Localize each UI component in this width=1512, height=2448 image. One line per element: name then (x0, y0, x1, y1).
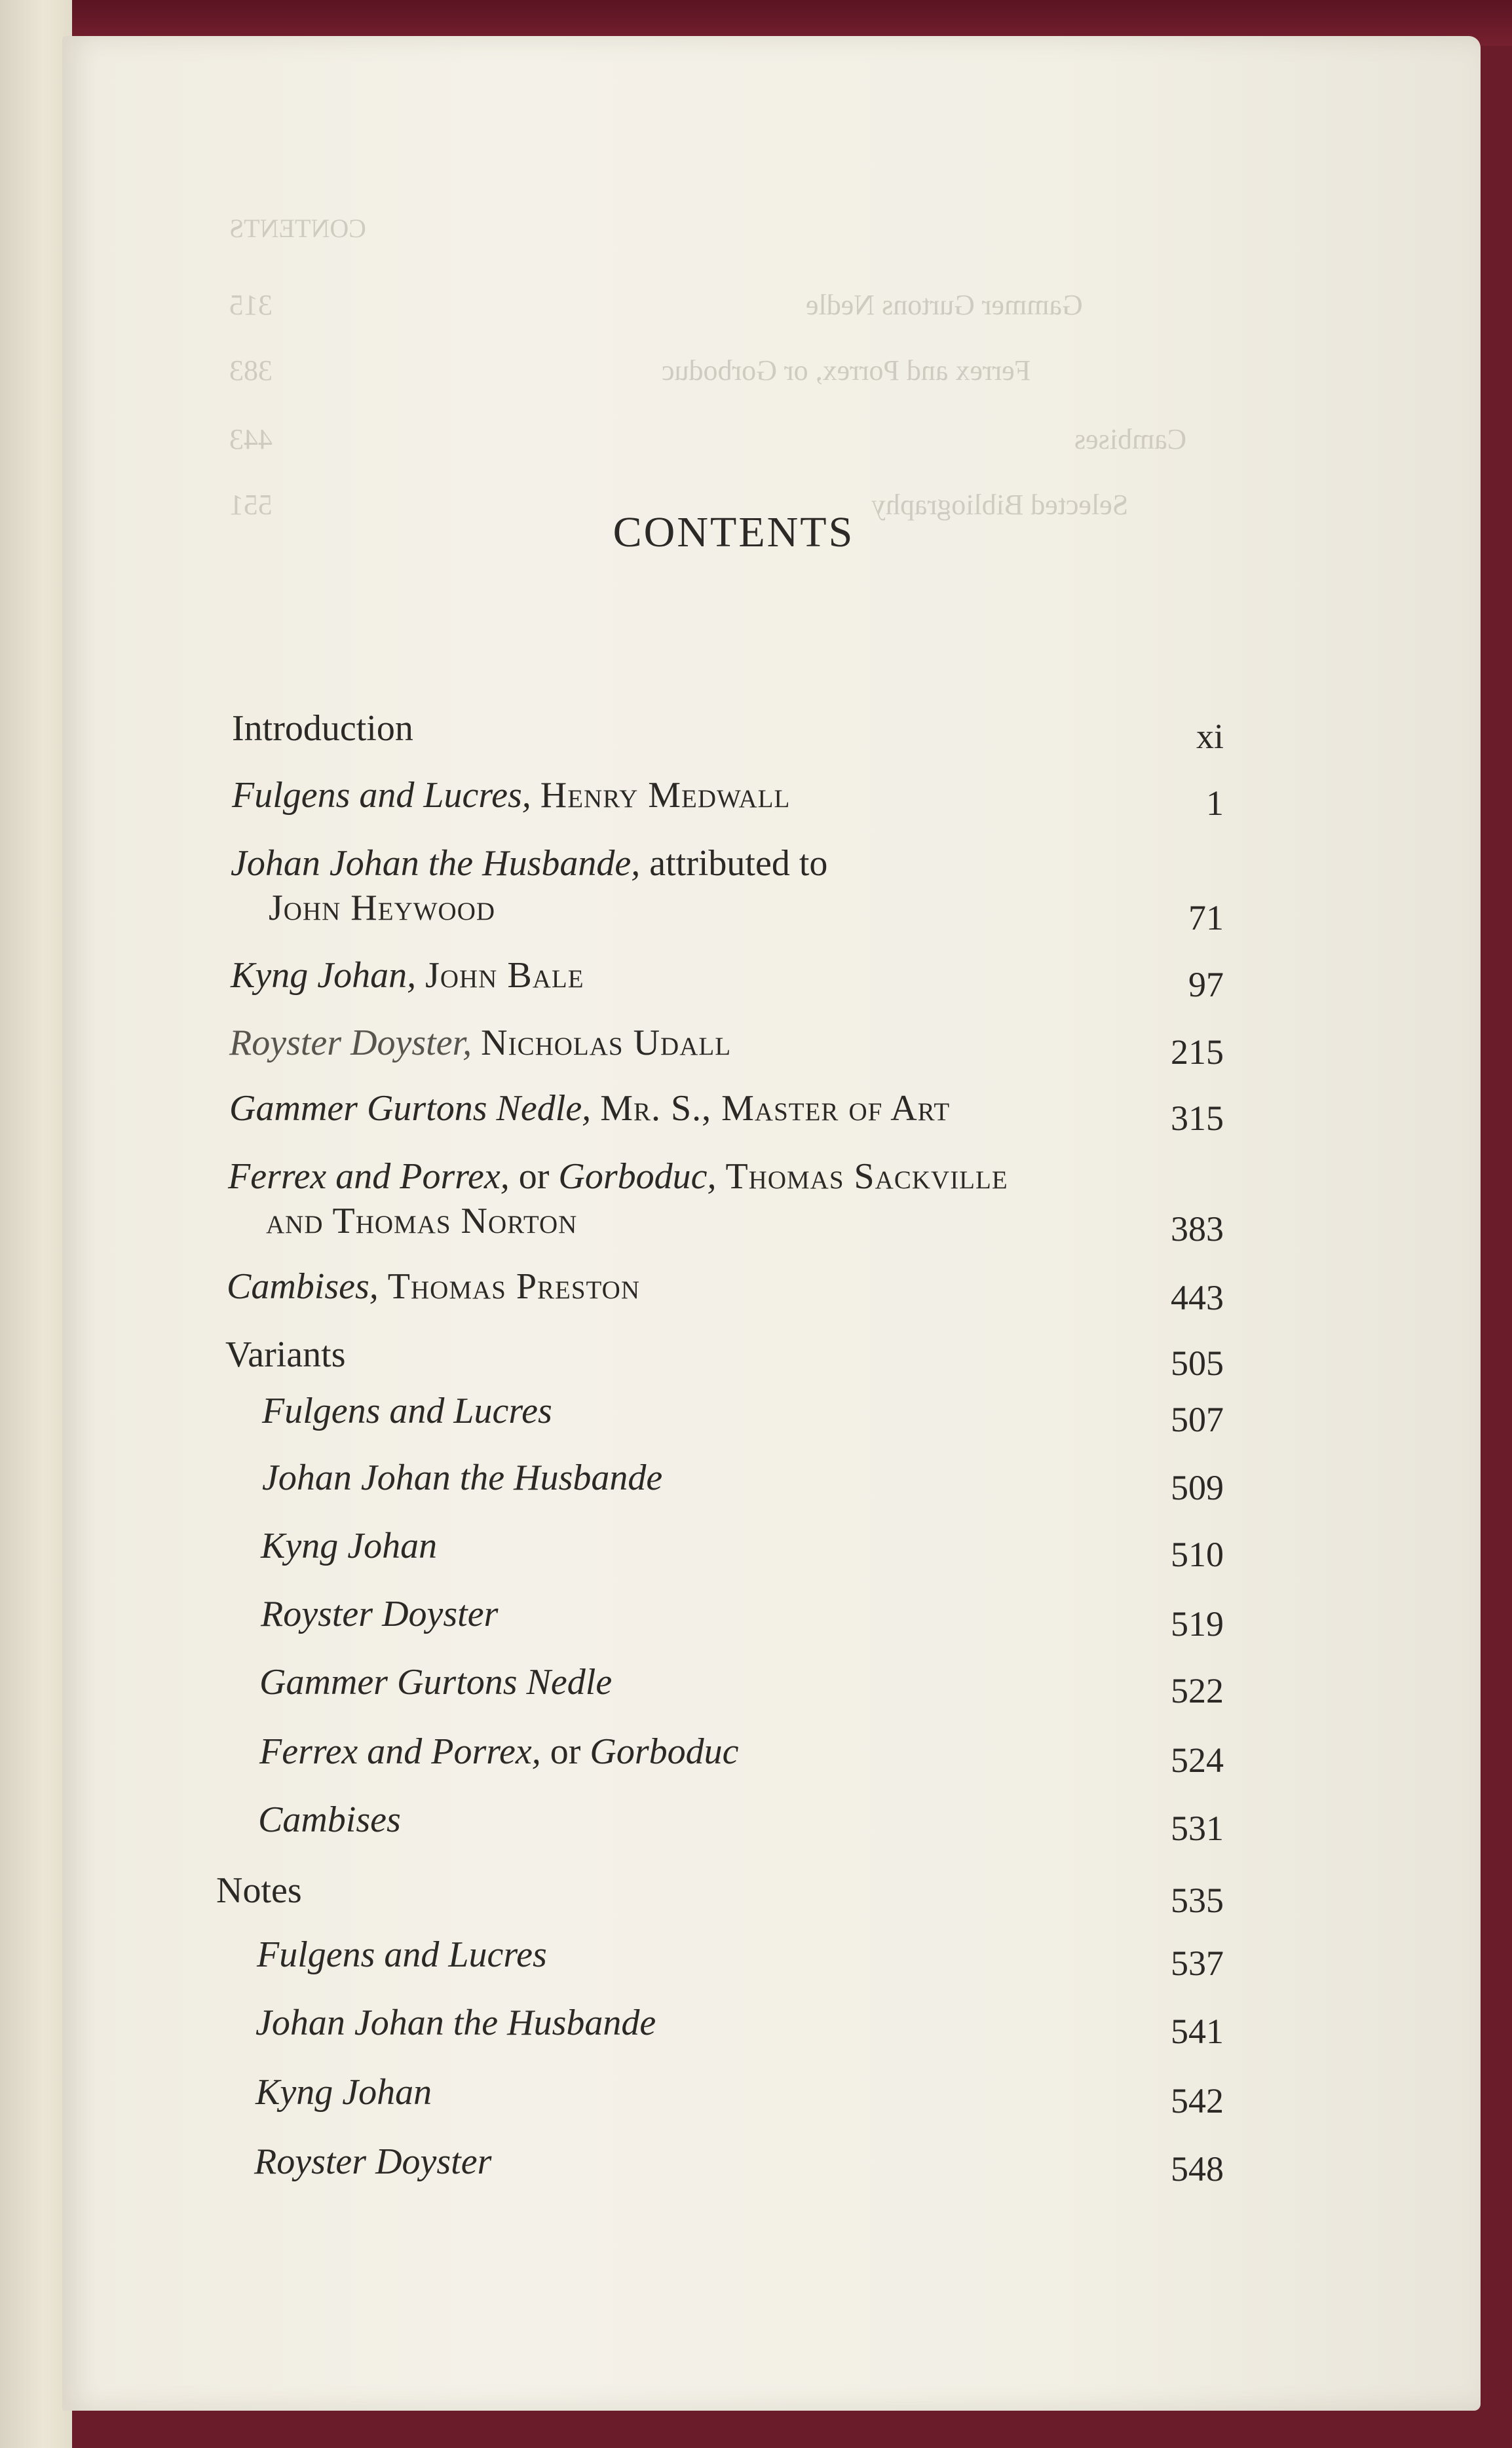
entry-title: Gammer Gurtons Nedle, (229, 1088, 592, 1129)
toc-entry-introduction (232, 706, 413, 751)
section-page: 535 (1171, 1881, 1224, 1920)
item-page: 507 (1171, 1400, 1224, 1439)
notes-item (255, 2070, 432, 2115)
entry-title: Ferrex and Porrex, (228, 1156, 510, 1197)
section-label: Variants (225, 1334, 346, 1375)
toc-entry-gammer-gurtons (229, 1086, 950, 1131)
item-page: 519 (1171, 1604, 1224, 1644)
item-title: Ferrex and Porrex, (259, 1731, 541, 1772)
entry-conjunction: or (518, 1156, 550, 1197)
toc-entry-johan-johan (231, 841, 827, 886)
entry-page: xi (1196, 717, 1224, 756)
entry-page: 215 (1171, 1032, 1224, 1072)
item-page: 522 (1171, 1671, 1224, 1710)
show-through-line: Ferrex and Porrex, or Gorboduc (662, 354, 1031, 386)
contents-title: CONTENTS (613, 508, 855, 556)
entry-title: Royster Doyster, (229, 1023, 472, 1063)
entry-author: Nicholas Udall (481, 1023, 732, 1063)
toc-section-notes (216, 1868, 302, 1913)
notes-item (254, 2139, 491, 2184)
notes-item (257, 1932, 547, 1977)
item-title: Royster Doyster (254, 2141, 492, 2182)
item-page: 548 (1171, 2149, 1224, 2189)
show-through-page: 551 (229, 489, 273, 521)
item-page: 510 (1171, 1535, 1224, 1574)
entry-author: Thomas Sackville (725, 1156, 1008, 1197)
notes-item (255, 2001, 656, 2045)
toc-entry-royster-doyster (229, 1021, 731, 1065)
entry-title: Kyng Johan, (231, 955, 417, 996)
toc-entry-fulgens (232, 773, 790, 818)
entry-title: Introduction (232, 708, 413, 749)
variants-item (261, 1524, 437, 1568)
item-title: Johan Johan the Husbande (255, 2003, 656, 2043)
item-title-alt: Gorboduc (590, 1731, 739, 1772)
item-page: 509 (1171, 1468, 1224, 1507)
entry-page: 1 (1206, 783, 1224, 823)
show-through-page: 383 (229, 354, 273, 386)
item-title: Royster Doyster (261, 1594, 499, 1634)
item-title: Johan Johan the Husbande (262, 1458, 663, 1498)
item-title: Kyng Johan (255, 2072, 432, 2113)
entry-page: 97 (1188, 965, 1224, 1004)
entry-author: Mr. S., Master of Art (600, 1088, 951, 1129)
show-through-header: CONTENTS (229, 214, 366, 243)
item-page: 531 (1171, 1809, 1224, 1848)
entry-author: John Bale (425, 955, 584, 996)
item-title: Fulgens and Lucres (262, 1391, 552, 1431)
toc-entry-ferrex-porrex (228, 1154, 1008, 1199)
entry-attribution: attributed to (649, 843, 828, 884)
entry-author: John Heywood (269, 888, 496, 928)
item-page: 542 (1171, 2081, 1224, 2120)
variants-item (259, 1660, 612, 1704)
variants-item (262, 1389, 552, 1433)
entry-title: Fulgens and Lucres, (232, 775, 531, 816)
item-title: Gammer Gurtons Nedle (259, 1662, 613, 1703)
entry-page: 443 (1171, 1278, 1224, 1317)
entry-page: 383 (1171, 1209, 1224, 1249)
variants-item (259, 1729, 738, 1774)
show-through-page: 315 (229, 289, 273, 321)
entry-page: 315 (1171, 1099, 1224, 1138)
item-title: Fulgens and Lucres (257, 1934, 547, 1975)
variants-item (258, 1798, 401, 1842)
item-page: 537 (1171, 1944, 1224, 1983)
entry-author: Henry Medwall (540, 775, 791, 816)
item-page: 541 (1171, 2012, 1224, 2051)
entry-title: Cambises, (227, 1266, 379, 1307)
toc-entry-ferrex-porrex-author (266, 1199, 577, 1243)
entry-title-alt: Gorboduc, (558, 1156, 717, 1197)
entry-page: 71 (1188, 898, 1224, 937)
entry-author: and Thomas Norton (266, 1201, 578, 1241)
item-conjunction: or (550, 1731, 581, 1772)
show-through-page: 443 (229, 423, 273, 455)
variants-item (261, 1592, 498, 1636)
entry-title: Johan Johan the Husbande, (231, 843, 641, 884)
show-through-line: Selected Bibliography (871, 489, 1129, 521)
toc-entry-johan-johan-author (269, 886, 495, 930)
section-page: 505 (1171, 1344, 1224, 1383)
toc-section-variants (225, 1332, 346, 1377)
entry-author: Thomas Preston (387, 1266, 640, 1307)
toc-entry-kyng-johan (231, 953, 584, 998)
variants-item (262, 1456, 662, 1500)
section-label: Notes (216, 1870, 302, 1911)
item-page: 524 (1171, 1741, 1224, 1780)
item-title: Kyng Johan (261, 1526, 438, 1566)
item-title: Cambises (258, 1799, 401, 1840)
show-through-line: Gammer Gurtons Nedle (806, 289, 1083, 321)
show-through-line: Cambises (1074, 423, 1187, 455)
toc-entry-cambises (227, 1264, 640, 1309)
